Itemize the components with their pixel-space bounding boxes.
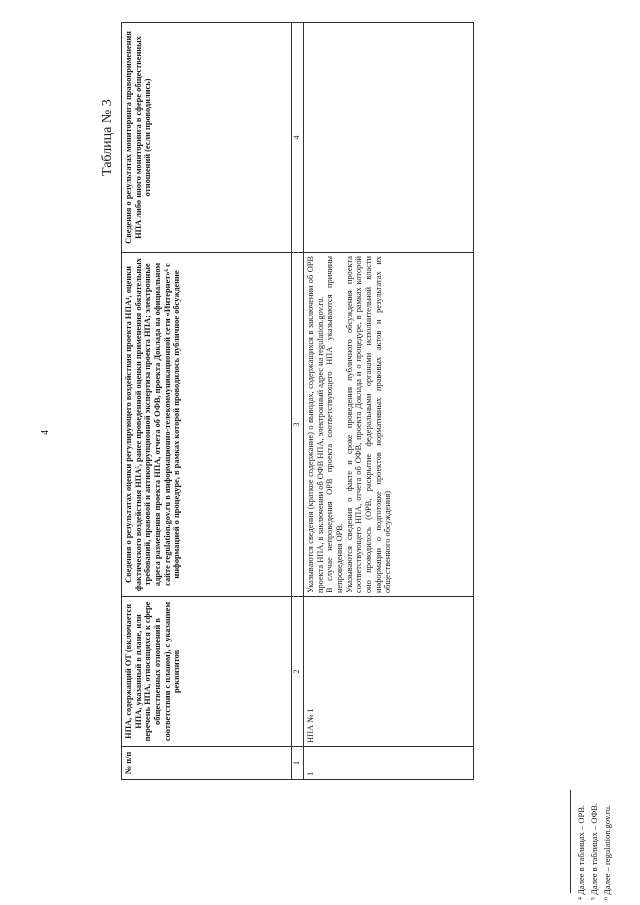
footnote: ⁶ Далее – regulation.gov.ru. — [602, 804, 612, 900]
column-number-row — [292, 23, 304, 780]
footnote: ⁵ Далее в таблицах – ОФВ. — [589, 802, 599, 900]
table-header-row — [122, 23, 292, 780]
table-label: Таблица № 3 — [100, 99, 115, 176]
row-assessment — [304, 253, 474, 597]
header-npa: НПА, содержащий ОТ (включается НПА, указанный в плане, или перечень НПА, относящихся к сфере общественных отношений в соответствии с планом), с указанием реквизитов — [122, 597, 292, 747]
row-monitoring — [304, 23, 474, 253]
row-number: 1 — [304, 747, 474, 780]
footnote-divider — [570, 790, 571, 893]
assessment-paragraph: Указываются сведения (краткое содержание) о выводах, содержащихся в заключении об ОРВ проекта НПА, в заключении об ОФВ НПА, электронный адрес на regulation.gov.ru. — [306, 256, 325, 593]
assessment-paragraph: В случае непроведения ОРВ проекта соответствующего НПА указываются причины непроведения ОРВ. — [325, 256, 344, 593]
header-number: № п/п — [122, 747, 292, 780]
table-row — [304, 23, 474, 780]
page-number: 4 — [40, 430, 51, 435]
footnotes — [575, 803, 614, 900]
footnote: ⁴ Далее в таблицах – ОРВ. — [576, 804, 586, 900]
header-assessment: Сведения о результатах оценки регулирующего воздействия проекта НПА⁴, оценки фактического воздействия НПА⁵, ранее проведенной оценки применения обязательных требований, правовой и антикоррупционной экспертиза проекта НПА; электронные адреса размещения проекта НПА, отчета об ОФВ, проекта Доклада на официальном сайте regulation.gov.ru в информационно-телекоммуникационной сети «Интернет»⁶ с информацией о процедуре, в рамках которой проводилось публичное обсуждение — [122, 253, 292, 597]
column-number: 4 — [292, 23, 304, 253]
column-number: 3 — [292, 253, 304, 597]
row-npa: НПА № 1 — [304, 597, 474, 747]
data-table — [121, 23, 474, 780]
column-number: 1 — [292, 747, 304, 780]
assessment-paragraph: Указываются сведения о факте и сроке проведения публичного обсуждения проекта соответствующего НПА, отчета об ОФВ, проекта Доклада и о процедуре, в рамках которой оно проводилось (ОРВ, раскрытие федеральными органами исполнительной власти информации о подготовке проектов нормативных правовых актов и результатах их общественного обсуждения) — [344, 256, 393, 593]
header-monitoring: Сведения о результатах мониторинга правоприменения НПА либо иного мониторинга в сфере общественных отношений (если проводились) — [122, 23, 292, 253]
column-number: 2 — [292, 597, 304, 747]
